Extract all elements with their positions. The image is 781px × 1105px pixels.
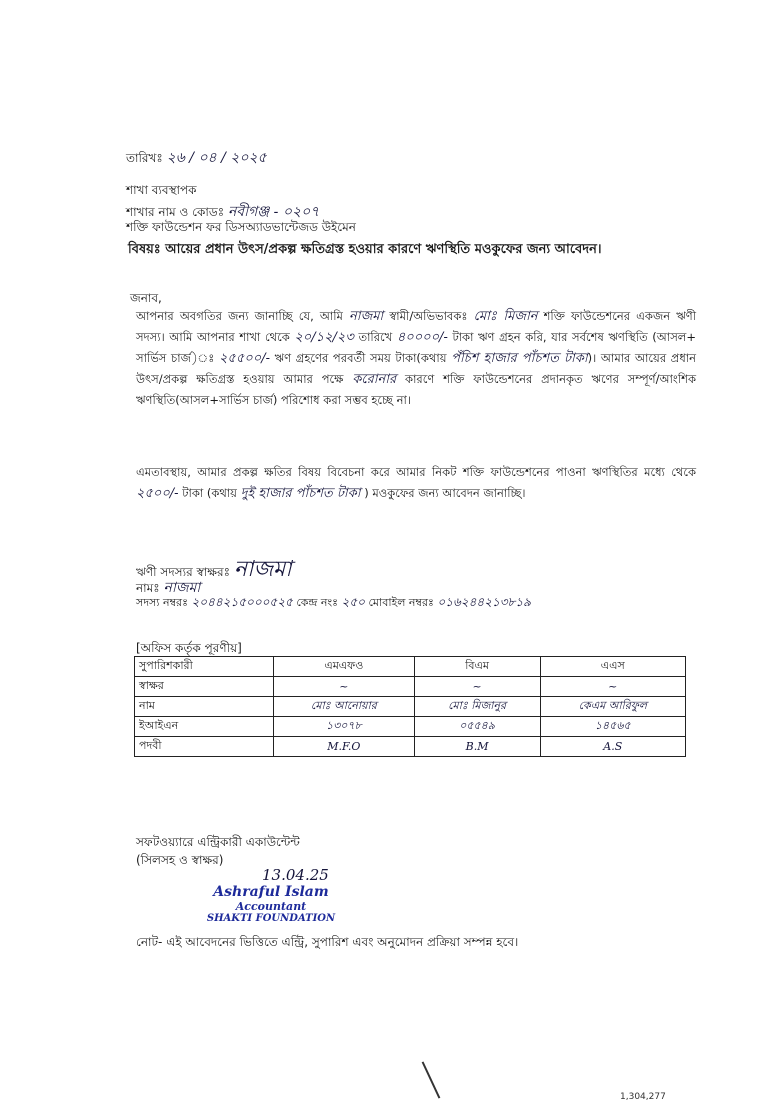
- p1-text-d: তারিখে: [358, 330, 393, 344]
- p1-text-e: টাকা ঋণ গ্রহন করি, যার সর্বশেষ ঋণস্থিতি (আসল+ সার্ভিস চার্জ)ঃ: [136, 330, 697, 365]
- applicant-name: নাজমা: [349, 309, 384, 324]
- mobile-label: মোবাইল নম্বরঃ: [368, 596, 434, 609]
- table-cell: মোঃ মিজানুর: [414, 697, 540, 717]
- waiver-amount: ২৫০০/-: [136, 486, 179, 501]
- table-row: [135, 697, 686, 717]
- p1-text-h: কারণে: [405, 372, 435, 386]
- column-header: এএস: [540, 657, 685, 677]
- column-header: বিএম: [414, 657, 540, 677]
- subject-line: বিষয়ঃ আয়ের প্রধান উৎস/প্রকল্প ক্ষতিগ্রস্ত হওয়ার কারণে ঋণস্থিতি মওকুফের জন্য আবেদন।: [128, 242, 602, 257]
- table-row: [135, 677, 686, 697]
- table-cell: ১৩০৭৮: [274, 717, 415, 737]
- table-cell: M.F.O: [274, 737, 415, 757]
- table-cell: মোঃ আনোয়ার: [274, 697, 415, 717]
- table-cell: কেএম আরিফুল: [540, 697, 685, 717]
- accountant-seal-label: (সিলসহ ও স্বাক্ষর): [136, 853, 224, 867]
- office-heading: [অফিস কর্তৃক পূরণীয়]: [136, 641, 242, 655]
- accountant-title: সফটওয়্যারে এন্ট্রিকারী একাউন্টেন্ট: [136, 835, 300, 849]
- table-row: [135, 737, 686, 757]
- table-cell: ০৫৫৪৯: [414, 717, 540, 737]
- p1-text-b: স্বামী/অভিভাবকঃ: [389, 309, 468, 323]
- body-paragraph-2: [136, 462, 696, 504]
- office-table: [134, 656, 686, 757]
- member-id-line: [136, 594, 531, 614]
- signature-cell: ~: [540, 677, 685, 697]
- member-name-label: নামঃ: [136, 581, 160, 595]
- mobile-no: ০১৬২৪৪২১৩৮১৯: [437, 595, 531, 609]
- footer-number: 1,304,277: [620, 1092, 666, 1102]
- guardian-name: মোঃ মিজান: [473, 309, 538, 324]
- member-no-label: সদস্য নম্বরঃ: [136, 596, 188, 609]
- p2-text-c: ) মওকুফের জন্য আবেদন জানাচ্ছি।: [364, 486, 526, 500]
- waiver-in-words: দুই হাজার পাঁচশত টাকা: [240, 486, 361, 501]
- stamp-title: Accountant: [235, 900, 307, 913]
- damage-reason: করোনার: [352, 372, 397, 387]
- p1-text-i: শক্তি ফাউন্ডেশনের প্রদানকৃত ঋণের সম্পূর্ণ/আংশিক ঋণস্থিতি(আসল+সার্ভিস চার্জ) পরিশোধ করা সম্ভব হচ্ছে না।: [136, 372, 696, 407]
- recipient-title: শাখা ব্যবস্থাপক: [126, 183, 197, 197]
- footer-note: নোট- এই আবেদনের ভিত্তিতে এন্ট্রি, সুপারিশ এবং অনুমোদন প্রক্রিয়া সম্পন্ন হবে।: [136, 935, 519, 949]
- accountant-stamp: [196, 884, 346, 924]
- signature-cell: ~: [274, 677, 415, 697]
- p2-text-b: টাকা (কথায়: [182, 486, 237, 500]
- table-cell: সুপারিশকারী: [135, 657, 274, 677]
- stamp-name: Ashraful Islam: [213, 884, 329, 900]
- signature-cell: ~: [414, 677, 540, 697]
- date-line: [126, 146, 267, 170]
- member-no: ২০৪৪২১৫০০০৫২৫: [191, 595, 293, 609]
- salutation: জনাব,: [130, 291, 162, 305]
- stamp-org: SHAKTI FOUNDATION: [206, 913, 336, 924]
- branch-label: শাখার নাম ও কোডঃ: [126, 205, 225, 219]
- p1-text-g: আমার আয়ের প্রধান উৎস/প্রকল্প ক্ষতিগ্রস্ত হওয়ায় আমার পক্ষে: [136, 351, 697, 386]
- center-label: কেন্দ্র নংঃ: [296, 596, 339, 609]
- loan-balance: ২৫৫০০/-: [218, 351, 270, 366]
- table-cell: নাম: [135, 697, 274, 717]
- member-name: নাজমা: [163, 580, 201, 596]
- table-cell: ১৪৫৬৫: [540, 717, 685, 737]
- p2-text-a: এমতাবস্থায়, আমার প্রকল্প ক্ষতির বিষয় বিবেচনা করে আমার নিকট শক্তি ফাউন্ডেশনের পাওনা ঋণস্থিতির মধ্যে থেকে: [136, 465, 696, 479]
- table-cell: A.S: [540, 737, 685, 757]
- table-row: [135, 657, 686, 677]
- member-signature-label: ঋণী সদস্যর স্বাক্ষরঃ: [136, 565, 230, 579]
- date-label: তারিখঃ: [126, 151, 163, 165]
- member-signature: নাজমা: [233, 557, 292, 582]
- table-cell: স্বাক্ষর: [135, 677, 274, 697]
- scan-mark: [422, 1061, 441, 1098]
- table-row: [135, 717, 686, 737]
- body-paragraph-1: আপনার অবগতির জন্য জানাচ্ছি যে, আমি নাজমা স্বামী/অভিভাবকঃ মোঃ মিজান শক্তি ফাউন্ডেশনের একজন ঋণী সদস্য। আমি আপনার শাখা থেকে ২০/১২/২৩ তারিখে ৪০০০০/- টাকা ঋণ গ্রহন করি, যার সর্বশেষ ঋণস্থিতি (আসল+ সার্ভিস চার্জ)ঃ ২৫৫০০/- ঋণ গ্রহণের পরবর্তী সময় টাকা(কথায় পঁচিশ হাজার পাঁচশত টাকা)। আমার আয়ের প্রধান উৎস/প্রকল্প ক্ষতিগ্রস্ত হওয়ায় আমার পক্ষে করোনার কারণে শক্তি ফাউন্ডেশনের প্রদানকৃত ঋণের সম্পূর্ণ/আংশিক ঋণস্থিতি(আসল+সার্ভিস চার্জ) পরিশোধ করা সম্ভব হচ্ছে না।: [136, 309, 697, 407]
- p1-text-a: আপনার অবগতির জন্য জানাচ্ছি যে, আমি: [136, 309, 343, 323]
- loan-amount: ৪০০০০/-: [396, 330, 448, 345]
- branch-value: নবীগঞ্জ - ০২০৭: [227, 204, 320, 220]
- p1-text-f: ঋণ গ্রহণের পরবর্তী সময় টাকা(কথায়: [274, 351, 447, 365]
- date-value: ২৬ / ০৪ / ২০২৫: [166, 150, 267, 166]
- table-cell: পদবী: [135, 737, 274, 757]
- table-cell: B.M: [414, 737, 540, 757]
- center-no: ২৫০: [341, 595, 365, 609]
- table-cell: ইআইএন: [135, 717, 274, 737]
- loan-date: ২০/১২/২৩: [294, 330, 354, 345]
- balance-in-words: পঁচিশ হাজার পাঁচশত টাকা: [451, 351, 588, 366]
- organization-name: শক্তি ফাউন্ডেশন ফর ডিসঅ্যাডভান্টেজড উইমেন: [126, 220, 356, 234]
- column-header: এমএফও: [274, 657, 415, 677]
- accountant-sign-date: 13.04.25: [262, 866, 329, 884]
- p1-text-c: শক্তি ফাউন্ডেশনের একজন ঋণী সদস্য। আমি আপনার শাখা থেকে: [136, 309, 696, 344]
